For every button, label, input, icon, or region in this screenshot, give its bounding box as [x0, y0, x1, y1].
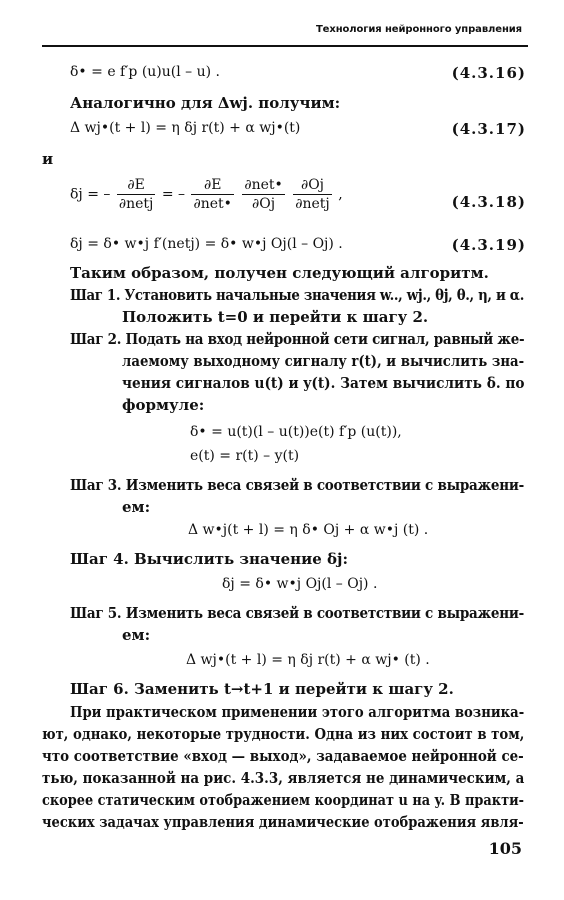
algorithm-intro: Таким образом, получен следующий алгоритм. [70, 264, 489, 282]
eq18-f1-denominator: ∂netj [118, 196, 154, 212]
equation-number-4-3-18: (4.3.18) [451, 193, 526, 211]
step-5-line-2: ем: [122, 626, 151, 644]
step-3-equation: Δ w•j(t + l) = η δ• Oj + α w•j (t) . [188, 522, 429, 538]
step-2-line-4: формуле: [122, 396, 205, 414]
step-2-line-1: Шаг 2. Подать на вход нейронной сети сигнал, равный же- [70, 330, 525, 348]
equation-4-3-17: Δ wj•(t + l) = η δj r(t) + α wj•(t) [70, 120, 301, 136]
eq18-mid: = – [161, 186, 186, 203]
step-2-equation-2: e(t) = r(t) – y(t) [190, 448, 300, 464]
eq18-f3-denominator: ∂Oj [252, 196, 276, 212]
paragraph-line-4: тью, показанной на рис. 4.3.3, является не динамическим, а [42, 770, 525, 787]
equation-number-4-3-17: (4.3.17) [451, 120, 526, 138]
eq18-lhs: δj = – [70, 186, 111, 203]
paragraph-line-3: что соответствие «вход — выход», задаваемое нейронной се- [42, 748, 524, 765]
step-4-equation: δj = δ• w•j Oj(l – Oj) . [222, 576, 378, 592]
step-2-line-3: чения сигналов u(t) и y(t). Затем вычислить δ. по [122, 374, 525, 392]
paragraph-line-6: ческих задачах управления динамические отображения явля- [42, 814, 524, 831]
eq18-f4-numerator: ∂Oj [293, 176, 332, 195]
step-1-line-2: Положить t=0 и перейти к шагу 2. [122, 308, 429, 326]
step-3-line-1: Шаг 3. Изменить веса связей в соответствии с выражени- [70, 476, 524, 494]
eq18-f4-denominator: ∂netj [295, 196, 330, 212]
eq18-f3-numerator: ∂net• [244, 177, 283, 193]
analog-text: Аналогично для Δwj. получим: [70, 94, 341, 112]
page-number: 105 [488, 839, 522, 858]
eq18-f1-numerator: ∂E [117, 176, 156, 195]
step-2-equation-1: δ• = u(t)(l – u(t))e(t) f′p (u(t)), [190, 424, 402, 440]
step-5-equation: Δ wj•(t + l) = η δj r(t) + α wj• (t) . [186, 652, 430, 668]
paragraph-line-2: ют, однако, некоторые трудности. Одна из них состоит в том, [42, 726, 525, 743]
eq18-fraction-4 [293, 176, 332, 213]
equation-number-4-3-16: (4.3.16) [451, 64, 526, 82]
eq18-fraction-1 [117, 176, 156, 213]
eq18-fraction-2 [191, 176, 233, 213]
equation-number-4-3-19: (4.3.19) [451, 236, 526, 254]
eq18-f2-denominator: ∂net• [193, 196, 232, 212]
eq18-tail: , [338, 186, 343, 203]
equation-4-3-16: δ• = e f′p (u)u(l – u) . [70, 64, 221, 80]
paragraph-line-1: При практическом применении этого алгоритма возника- [70, 704, 525, 721]
equation-4-3-19: δj = δ• w•j f′(netj) = δ• w•j Oj(l – Oj) . [70, 236, 343, 252]
header-rule [42, 45, 528, 47]
step-2-line-2: лаемому выходному сигналу r(t), и вычислить зна- [122, 352, 525, 370]
paragraph-line-5: скорее статическим отображением координат u на y. В практи- [42, 792, 524, 809]
running-header: Технология нейронного управления [315, 24, 522, 35]
and-word: и [42, 150, 54, 168]
step-1-line-1: Шаг 1. Установить начальные значения w.., wj., θj, θ., η, и α. [70, 286, 524, 304]
step-4-line-1: Шаг 4. Вычислить значение δj: [70, 550, 349, 568]
equation-4-3-18 [70, 176, 343, 213]
eq18-fraction-3 [242, 176, 284, 213]
step-6-line-1: Шаг 6. Заменить t→t+1 и перейти к шагу 2. [70, 680, 454, 698]
step-3-line-2: ем: [122, 498, 151, 516]
step-5-line-1: Шаг 5. Изменить веса связей в соответствии с выражени- [70, 604, 524, 622]
eq18-f2-numerator: ∂E [191, 176, 233, 195]
